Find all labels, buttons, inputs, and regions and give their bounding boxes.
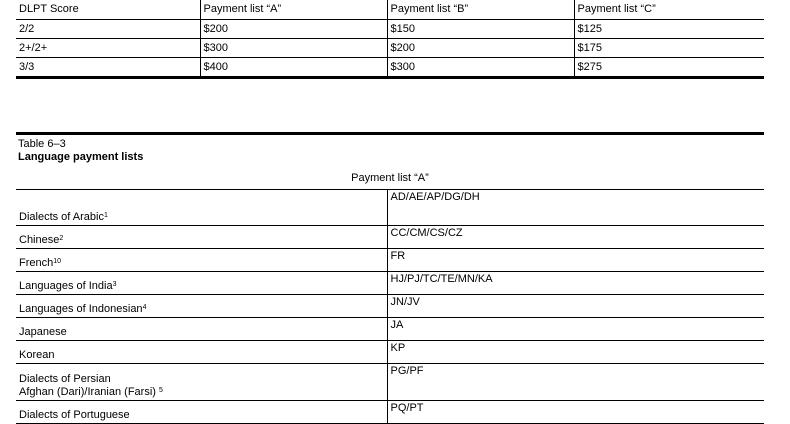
code-cell: JN/JV [387, 294, 764, 317]
language-cell: Languages of India$^3$ [19, 279, 117, 292]
lang-row [16, 271, 764, 294]
score-table-row [16, 38, 764, 57]
language-cell: Dialects of Arabic$^1$ [19, 210, 108, 223]
lang-row [16, 294, 764, 317]
footnote-mark: 5 [159, 386, 163, 394]
language-cell: Dialects of Portuguese [19, 408, 130, 421]
amount-cell: $175 [574, 38, 764, 57]
lang-row [16, 340, 764, 363]
footnote-mark: 1 [103, 211, 108, 219]
table-caption [18, 138, 143, 164]
score-table-row [16, 57, 764, 77]
score-header-cell: Payment list “A” [200, 0, 387, 19]
payment-list-header: Payment list “A” [351, 171, 429, 184]
code-cell: FR [387, 248, 764, 271]
score-header-cell: DLPT Score [19, 3, 79, 15]
footnote-mark: 3 [112, 280, 117, 288]
footnote-mark: 10 [53, 257, 62, 265]
score-header-cell: Payment list “C” [574, 0, 764, 19]
lang-row [16, 189, 764, 225]
lang-row [16, 248, 764, 271]
code-cell: KP [387, 340, 764, 363]
language-cell: Languages of Indonesian$^4$ [19, 302, 147, 315]
score-cell: 2+/2+ [19, 41, 48, 54]
score-cell: 2/2 [19, 22, 35, 35]
language-cell: Chinese$^2$ [19, 233, 64, 246]
amount-cell: $300 [387, 57, 574, 77]
score-cell: 3/3 [19, 60, 35, 73]
lang-row [16, 225, 764, 248]
language-cell: Japanese [19, 325, 67, 338]
amount-cell: $150 [387, 19, 574, 38]
dlpt-score-table [16, 0, 764, 79]
table-top-rule [16, 132, 764, 135]
language-payment-table [16, 168, 764, 424]
score-header-cell: Payment list “B” [387, 0, 574, 19]
language-cell: French$^{10}$ [19, 256, 62, 269]
table-title: Language payment lists [18, 151, 144, 163]
lang-row [16, 400, 764, 423]
code-cell: CC/CM/CS/CZ [387, 225, 764, 248]
lang-row [16, 317, 764, 340]
language-cell: Korean [19, 348, 55, 361]
code-cell: JA [387, 317, 764, 340]
footnote-mark: 4 [142, 303, 147, 311]
score-table-row [16, 19, 764, 38]
amount-cell: $275 [574, 57, 764, 77]
amount-cell: $125 [574, 19, 764, 38]
amount-cell: $300 [200, 38, 387, 57]
code-cell: PQ/PT [387, 400, 764, 423]
amount-cell: $200 [387, 38, 574, 57]
amount-cell: $200 [200, 19, 387, 38]
table-number: Table 6–3 [18, 138, 66, 150]
language-cell: Dialects of Persian Afghan (Dari)/Iranian (Farsi) $^5$ [19, 372, 163, 398]
footnote-mark: 2 [59, 234, 64, 242]
code-cell: HJ/PJ/TC/TE/MN/KA [387, 271, 764, 294]
amount-cell: $400 [200, 57, 387, 77]
lang-row [16, 363, 764, 400]
lang-table-header [16, 168, 764, 189]
score-table-header [16, 0, 764, 19]
code-cell: PG/PF [387, 363, 764, 400]
code-cell: AD/AE/AP/DG/DH [387, 189, 764, 225]
